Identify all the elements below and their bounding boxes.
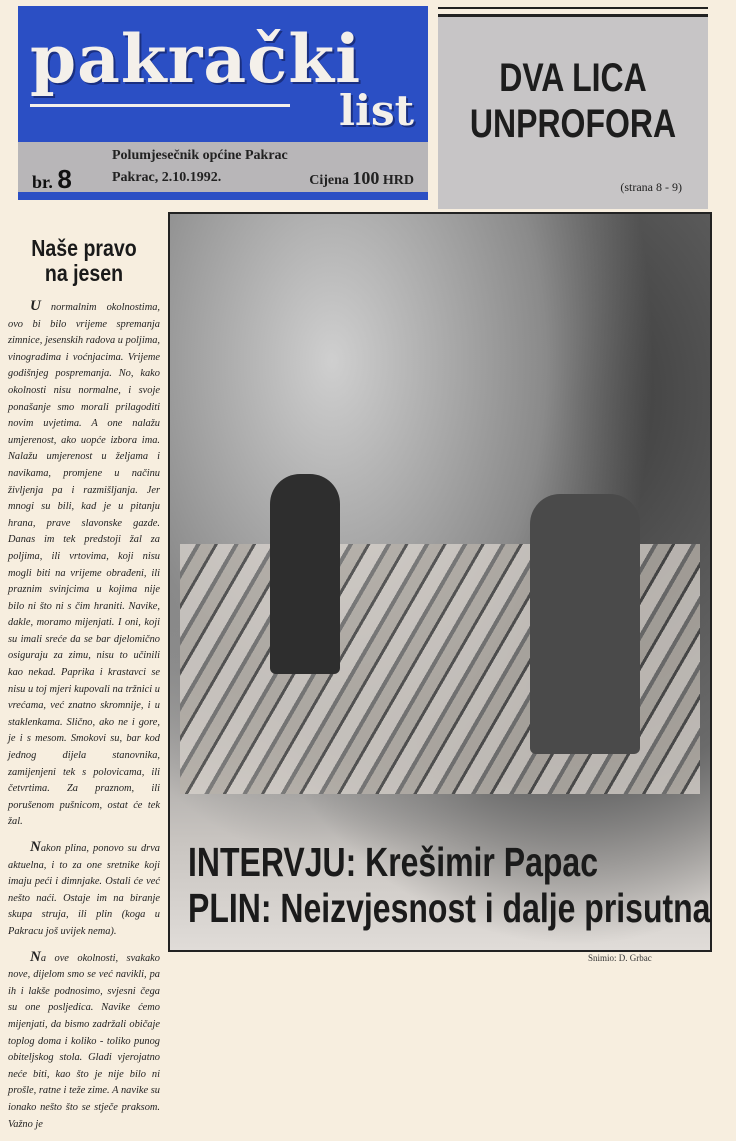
teaser-headline: DVA LICA UNPROFORA [469, 56, 677, 146]
article-paragraph: Nakon plina, ponovo su drva aktuelna, i to za one sretnike koji imaju peći i dimnjake. Ostali će već nešto naći. Ostaje im na biranje skupa struja, ili plin (koga u Pakracu još uvijek nema). [8, 839, 160, 937]
teaser-pages: (strana 8 - 9) [620, 180, 682, 194]
person-figure [530, 494, 640, 754]
person-figure [270, 474, 340, 674]
issue-number: br. 8 [32, 164, 72, 194]
teaser-box [438, 14, 708, 209]
issue-date: Pakrac, 2.10.1992. [112, 170, 222, 185]
editorial-column [8, 236, 160, 1141]
headline-gas: PLIN: Neizvjesnost i dalje prisutna [188, 885, 711, 931]
masthead-title: pakrački [30, 20, 362, 98]
tagline: Polumjesečnik općine Pakrac [112, 148, 288, 163]
article-paragraph: U normalnim okolnostima, ovo bi bilo vrijeme spremanja zimnice, jesenskih radova u poljima, vinogradima i voćnjacima. Vrijeme godišnjeg pospremanja. No, kako okolnosti nisu normalne, i svoje ponašanje smo morali prilagoditi novim uvjetima. A one nalažu umjerenost, ako uopće izbora ima. Nalažu umjerenost u željama i navikama, promjene u načinu življenja pa i razmišljanja. Jer mnogi su bili, kad je u pitanju hrana, prave slavonske gazde. Danas im tek predstoji žal za poljima, ili vrtovima, koji nisu mogli biti na vrijeme obrađeni, ili praznim svinjcima u kojima nije bilo ni što ni s čim hraniti. Navike, dakle, moramo mijenjati. I oni, koji su imali sreće da se bar djelomično osiguraju za zimu, nisu to učinili kao nekad. Paprika i krastavci se nisu u toj mjeri kupovali na tržnici u vrećama, već znatno skromnije, i u staklenkama. Slično, ako ne i gore, je i s mesom. Smokovi su, bar kod jednog dijela stanovnika, zamijenjeni tek s polovicama, ili četvrtima. Za praznom, ili porušenom pušnicom, ostat će tek žal. [8, 298, 160, 828]
article-paragraph: Na ove okolnosti, svakako nove, dijelom smo se već navikli, pa ih i lakše podnosimo, svjesni čega su one posljedica. Navike ćemo mijenjati, da bismo zadržali običaje toplog doma i koliko - toliko punog obiteljskog stola. Gladi vjerojatno neće biti, kao što je nije bilo ni prošle, ratne i teže zime. A navike su ionako nešto što se stječe praksom. Važno je [8, 948, 160, 1130]
headline-interview: INTERVJU: Krešimir Papac [188, 839, 598, 885]
masthead [18, 6, 428, 200]
front-photo [168, 212, 712, 952]
price: Cijena 100 HRD [309, 168, 414, 188]
masthead-info-bar [18, 142, 428, 192]
masthead-rule [30, 104, 290, 107]
article-title: Naše pravo na jesen [31, 235, 137, 286]
masthead-subtitle: list [339, 86, 414, 135]
photo-credit: Snimio: D. Grbac [588, 953, 652, 963]
